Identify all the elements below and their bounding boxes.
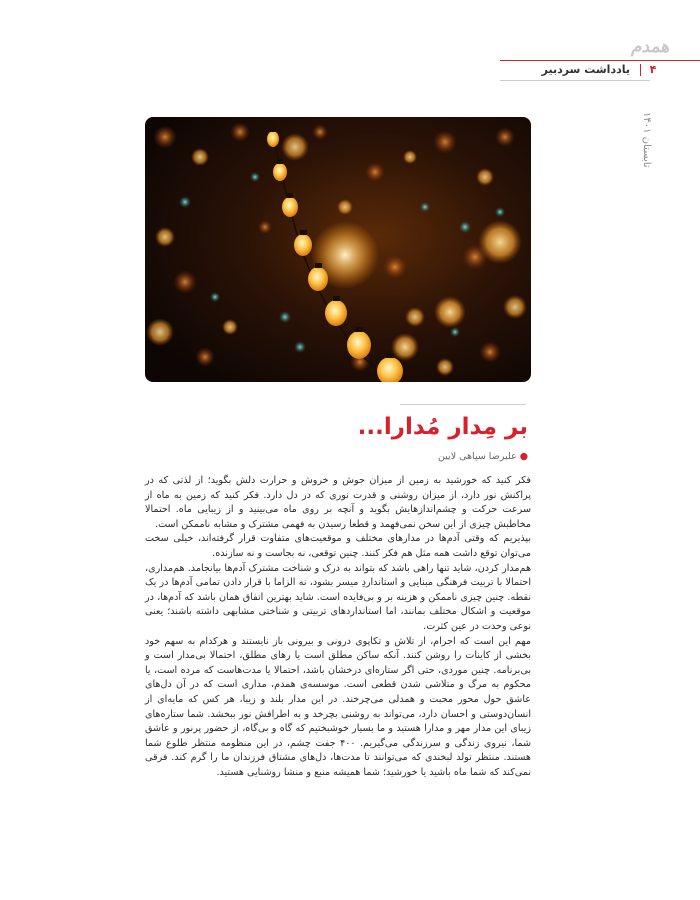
title-rule [400, 404, 526, 405]
author-name: علیرضا سپاهی لایین [437, 451, 517, 462]
paragraph: فکر کنید که خورشید به زمین از میزان جوش و خروش و حرارت دلش بگوید؛ از لذتی که در پراکنش نور دارد، از میزان روشنی و قدرت نوری که در دل دارد. فکر کنید که زمین به ماه از سرعت حرکت و چشم‌اندازهایش بگوید و آنچه بر روی ماه می‌بینید و از زیبایی ماه. احتمالا مخاطبش چیزی از این سخن نمی‌فهمد و قطعا رسیدن به فهمی مشترک و مشابه ناممکن است. [145, 475, 531, 530]
paragraph: بپذیریم که وقتی آدم‌ها در مدارهای مختلف و موقعیت‌های متفاوت قرار گرفته‌اند، خیلی سخت می‌توان توقع داشت همه مثل هم فکر کنند. چنین توقعی، نه بجاست و نه سازنده. [145, 533, 531, 559]
header-subrule [500, 80, 650, 81]
photo-illustration [145, 117, 531, 382]
header-rule [500, 60, 700, 61]
section-title: یادداشت سردبیر [541, 63, 630, 76]
author-bullet-icon: ● [516, 451, 528, 462]
article-body [145, 474, 531, 780]
issue-label: تابستان ۱۴۰۱ [641, 112, 652, 168]
paragraph: مهم این است که اجرام، از تلاش و تکاپوی درونی و بیرونی باز نایستند و هرکدام به سهم خود بخشی از کاینات را روشن کنند. آنکه ساکن مطلق است یا رهای مطلق، احتمالا بی‌مدار است و بی‌برنامه. چنین موردی، حتی اگر ستاره‌ای درخشان باشد، احتمالا یا مدت‌هاست که مرده است، یا محکوم به مرگ و متلاشی شدن قطعی است. موسسه‌ی همدم، مداری است که در آن دل‌های عاشق حول محور محبت و همدلی می‌چرخند. در این مدار بلند و زیبا، هر کس که مایه‌ای از انسان‌دوستی و احسان دارد، می‌تواند به روشنی بچرخد و به اطرافش نور ببخشد. شما ستاره‌های زیبای این مدار مهر و مدارا هستید و ما بسیار خوشبختیم که گاه و بی‌گاه، از حضور پرنور و عاشق شما، نیروی زندگی و سرزندگی می‌گیریم. ۴۰۰ جفت چشم، در این منظومه منتظر طلوع شما هستند. منتظر تولد لبخندی که می‌توانند تا مدت‌ها، دل‌های مشتاق فرزندان ما را گرم کند. فرقی نمی‌کند که شما ماه باشید یا خورشید؛ شما همیشه منبع و منشا روشنایی هستید. [145, 635, 532, 778]
article-author [400, 450, 528, 464]
paragraph: هم‌مدار کردن، شاید تنها راهی باشد که بتواند به درک و شناخت مشترک آدم‌ها بیانجامد. هم‌مداری، احتمالا با تربیت فرهنگی مبنایی و استانداردِ میسر بشود، نه الزاما با قرار دادن تمامی آدم‌ها در یک نقطه. چنین چیزی ناممکن و هزینه بر و بی‌فایده است. شاید بهترین اتفاق همان باشد که آدم‌ها، در موقعیت و اشکال مختلف بمانند، اما استانداردهای تربیتی و شناختی مشابهی داشته باشند؛ یعنی نوعی وحدت در عین کثرت. [145, 562, 531, 632]
header-separator [640, 64, 641, 76]
string-lights-photo [145, 117, 531, 382]
article-title: بر مِدار مُدارا... [357, 414, 528, 440]
magazine-logo: همدم [630, 37, 670, 57]
page-number: ۴ [649, 63, 657, 76]
